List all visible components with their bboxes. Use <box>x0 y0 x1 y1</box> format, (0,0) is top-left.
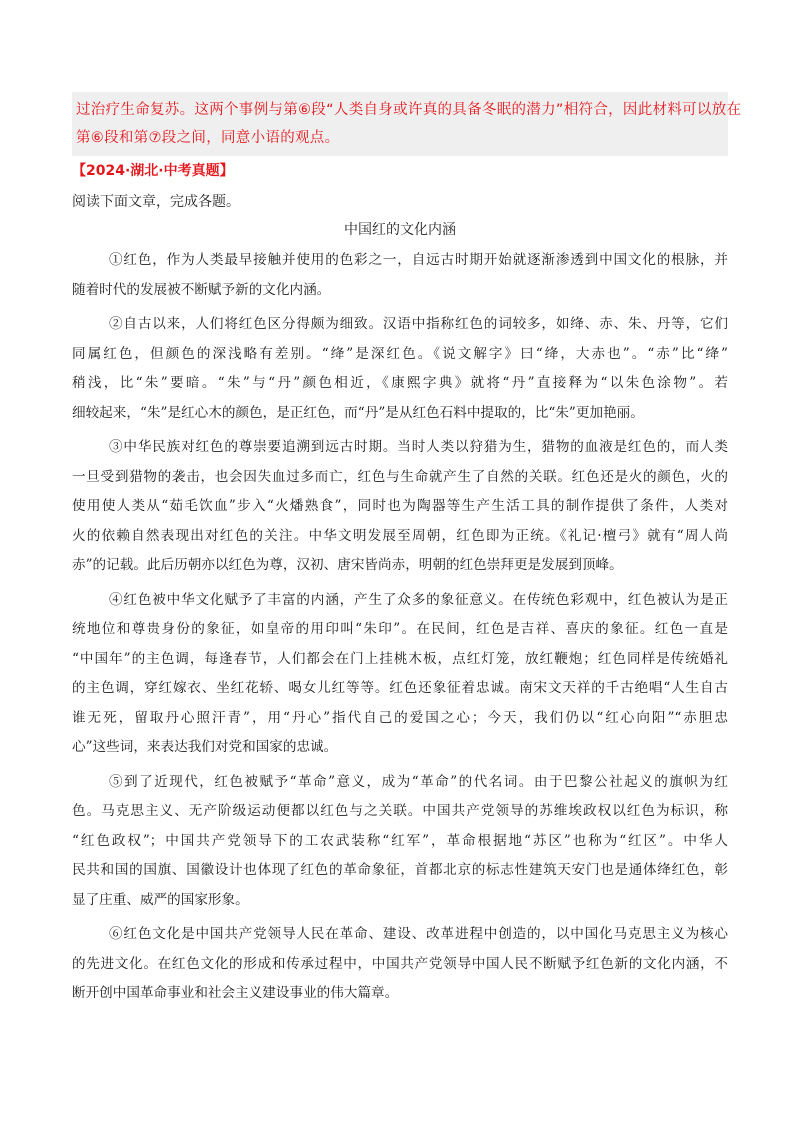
paragraph-line: 断开创中国革命事业和社会主义建设事业的伟大篇章。 <box>72 985 399 1001</box>
paragraph-line: ②自古以来，人们将红色区分得颇为细致。汉语中指称红色的词较多，如绛、赤、朱、丹等，它们 <box>109 316 728 332</box>
paragraph-line: 的主色调，穿红嫁衣、坐红花轿、喝女儿红等等。红色还象征着忠诚。南宋文天祥的千古绝唱“人生自古 <box>72 680 728 696</box>
paragraph-line: 随着时代的发展被不断赋予新的文化内涵。 <box>72 281 331 298</box>
source-tag: 【2024·湖北·中考真题】 <box>72 163 234 179</box>
article-paragraph <box>72 920 728 1009</box>
answer-line: 第⑥段和第⑦段之间，同意小语的观点。 <box>76 130 340 146</box>
paragraph-line: 赤”的记载。此后历朝亦以红色为尊，汉初、唐宋皆尚赤，明朝的红色崇拜更是发展到顶峰。 <box>72 557 623 573</box>
paragraph-line: 稍浅，比“朱”要暗。“朱”与“丹”颜色相近，《康熙字典》就将“丹”直接释为“以朱色涂物”。若 <box>72 375 728 391</box>
paragraph-line: ⑥红色文化是中国共产党领导人民在革命、建设、改革进程中创造的，以中国化马克思主义为核心 <box>109 926 728 942</box>
paragraph-line: 细较起来，“朱”是红心木的颜色，是正红色，而“丹”是从红色石料中提取的，比“朱”更加艳丽。 <box>72 404 644 421</box>
paragraph-line: 使用使人类从“茹毛饮血”步入“火燔熟食”，同时也为陶器等生产生活工具的制作提供了条件，人类对 <box>72 498 728 514</box>
paragraph-line: 统地位和尊贵身份的象征，如皇帝的用印叫“朱印”。在民间，红色是吉祥、喜庆的象征。红色一直是 <box>72 621 728 637</box>
paragraph-line: 火的依赖自然表现出对红色的关注。中华文明发展至周朝，红色即为正统。《礼记·檀弓》就有“周人尚 <box>72 527 728 544</box>
paragraph-line: ①红色，作为人类最早接触并使用的色彩之一，自远古时期开始就逐渐渗透到中国文化的根脉，并 <box>109 252 728 268</box>
answer-line: 过治疗生命复苏。这两个事例与第⑥段“人类自身或许真的具备冬眠的潜力”相符合，因此材料可以放在 <box>76 102 742 118</box>
paragraph-line: “中国年”的主色调，每逢春节，人们都会在门上挂桃木板，点红灯笼，放红鞭炮；红色同样是传统婚礼 <box>72 650 728 667</box>
article-paragraph <box>72 586 728 763</box>
paragraph-line: 民共和国的国旗、国徽设计也体现了红色的革命象征，首都北京的标志性建筑天安门也是通体绛红色，彰 <box>72 862 728 878</box>
paragraph-line: 的先进文化。在红色文化的形成和传承过程中，中国共产党领导中国人民不断赋予红色新的文化内涵，不 <box>72 955 728 972</box>
paragraph-line: 色。马克思主义、无产阶级运动便都以红色与之关联。中国共产党领导的苏维埃政权以红色为标识，称 <box>72 803 728 819</box>
paragraph-line: ⑤到了近现代，红色被赋予“革命”意义，成为“革命”的代名词。由于巴黎公社起义的旗帜为红 <box>109 773 728 790</box>
paragraph-line: “红色政权”；中国共产党领导下的工农武装称“红军”，革命根据地“苏区”也称为“红区”。中华人 <box>72 832 728 849</box>
paragraph-line: 显了庄重、威严的国家形象。 <box>72 891 249 908</box>
paragraph-line: 一旦受到猎物的袭击，也会因失血过多而亡，红色与生命就产生了自然的关联。红色还是火的颜色，火的 <box>72 468 728 485</box>
question-instruction: 阅读下面文章，完成各题。 <box>72 194 240 210</box>
article-paragraph <box>72 246 728 305</box>
paragraph-line: 谁无死，留取丹心照汗青”，用“丹心”指代自己的爱国之心；今天，我们仍以“红心向阳”“赤胆忠 <box>72 709 728 726</box>
paragraph-line: ④红色被中华文化赋予了丰富的内涵，产生了众多的象征意义。在传统色彩观中，红色被认为是正 <box>109 591 728 608</box>
article-paragraph <box>72 310 728 428</box>
article-title: 中国红的文化内涵 <box>344 222 456 238</box>
paragraph-line: ③中华民族对红色的尊崇要追溯到远古时期。当时人类以狩猎为生，猎物的血液是红色的，而人类 <box>109 439 728 455</box>
answer-explanation-box <box>72 92 742 156</box>
paragraph-line: 心”这些词，来表达我们对党和国家的忠诚。 <box>72 739 338 755</box>
article-paragraph <box>72 768 728 916</box>
article-paragraph <box>72 433 728 581</box>
paragraph-line: 同属红色，但颜色的深浅略有差别。“绛”是深红色。《说文解字》曰“绛，大赤也”。“赤”比“绛” <box>72 345 728 362</box>
article-body <box>72 246 728 1014</box>
